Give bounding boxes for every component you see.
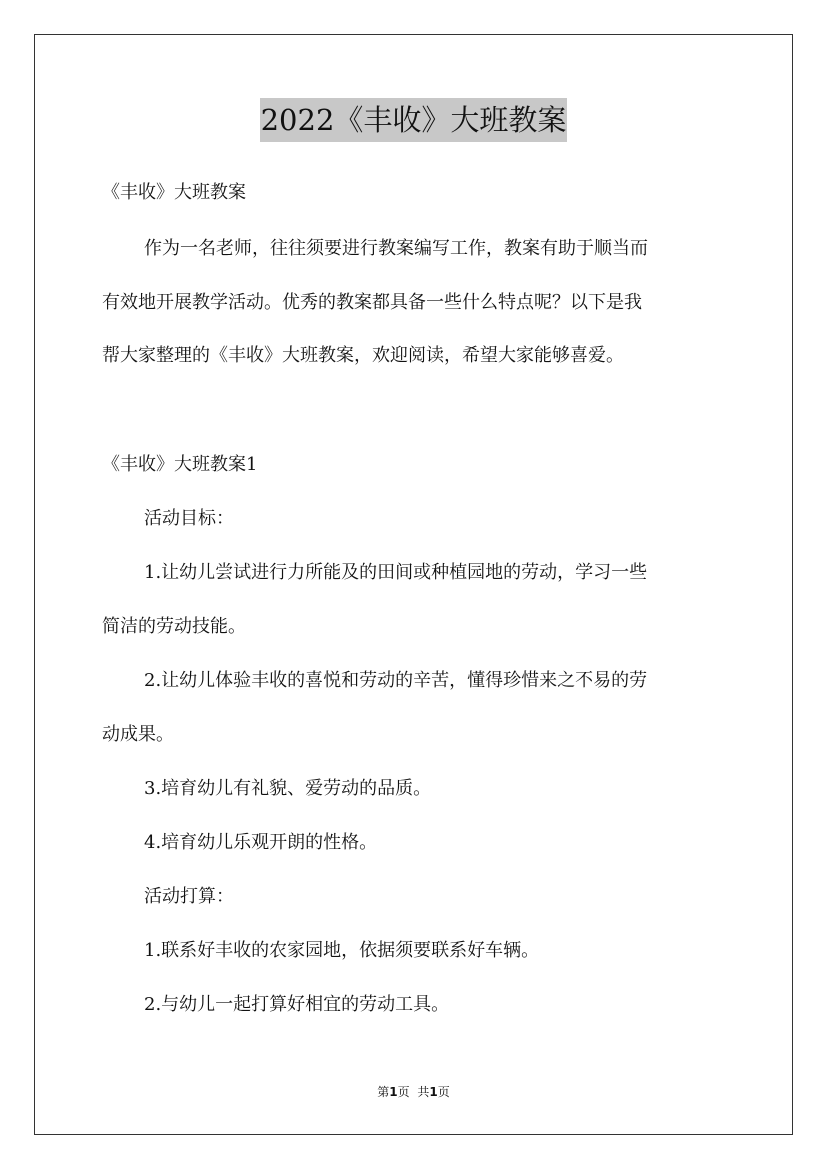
goal-line-6: 4.培育幼儿乐观开朗的性格。 [144, 832, 378, 853]
subtitle: 《丰收》大班教案 [102, 182, 246, 203]
page-footer [0, 1083, 827, 1100]
intro-line-1: 作为一名老师，往往须要进行教案编写工作，教案有助于顺当而 [144, 238, 648, 259]
section-heading: 《丰收》大班教案1 [102, 454, 258, 475]
prep-line-2: 2.与幼儿一起打算好相宜的劳动工具。 [144, 994, 450, 1015]
prep-label: 活动打算： [144, 886, 234, 907]
footer-page-num: 1 [389, 1085, 398, 1099]
goals-label: 活动目标： [144, 508, 234, 529]
goal-line-4: 动成果。 [102, 724, 174, 745]
footer-page-suffix: 页 [397, 1085, 410, 1099]
prep-line-1: 1.联系好丰收的农家园地，依据须要联系好车辆。 [144, 940, 540, 961]
goal-line-1: 1.让幼儿尝试进行力所能及的田间或种植园地的劳动，学习一些 [144, 562, 648, 583]
intro-line-3: 帮大家整理的《丰收》大班教案，欢迎阅读，希望大家能够喜爱。 [102, 345, 624, 366]
goal-line-3: 2.让幼儿体验丰收的喜悦和劳动的辛苦，懂得珍惜来之不易的劳 [144, 670, 648, 691]
footer-page-prefix: 第 [377, 1085, 390, 1099]
document-title: 2022《丰收》大班教案 [260, 98, 568, 142]
footer-total-prefix: 共 [417, 1085, 430, 1099]
footer-total-suffix: 页 [437, 1085, 450, 1099]
intro-line-2: 有效地开展教学活动。优秀的教案都具备一些什么特点呢？以下是我 [102, 292, 642, 313]
footer-total-num: 1 [429, 1085, 438, 1099]
title-wrap [0, 98, 827, 142]
goal-line-2: 简洁的劳动技能。 [102, 616, 246, 637]
goal-line-5: 3.培育幼儿有礼貌、爱劳动的品质。 [144, 778, 432, 799]
